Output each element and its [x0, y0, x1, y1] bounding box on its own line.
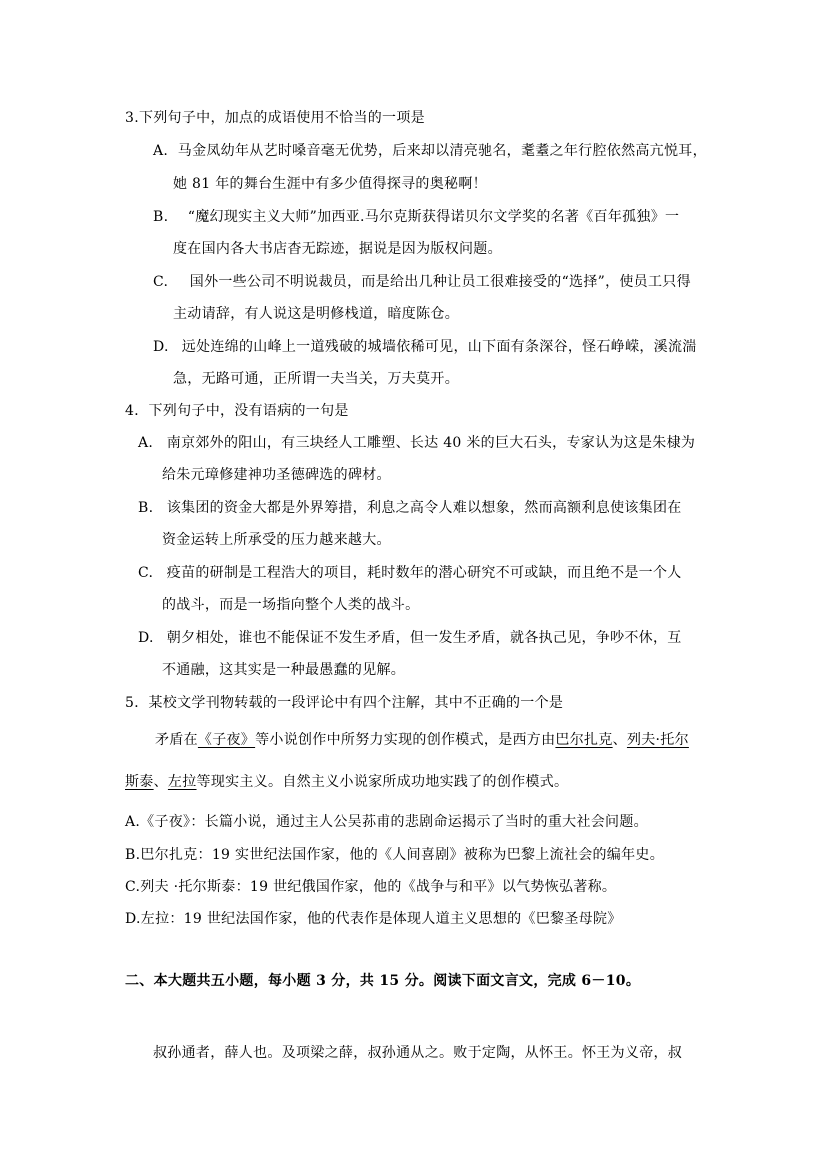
q5-stem: 5．某校文学刊物转载的一段评论中有四个注解，其中不正确的一个是: [125, 695, 564, 711]
option-text: 朝夕相处，谁也不能保证不发生矛盾，但一发生矛盾，就各执己见，争吵不休，互: [166, 630, 682, 646]
q4-option-b-cont: 资金运转上所承受的压力越来越大。: [162, 532, 391, 548]
option-text: 马金凤幼年从艺时嗓音毫无优势，后来却以清亮驰名，耄耋之年行腔依然高亢悦耳，: [177, 143, 707, 159]
q4-option-a: [138, 433, 695, 453]
option-label: C.: [153, 274, 169, 290]
passage-text: 等现实主义。自然主义小说家所成功地实践了的创作模式。: [196, 774, 569, 790]
underlined-name-tolstoy: 列夫·托尔: [626, 732, 689, 748]
option-label: C.: [138, 565, 154, 581]
q4-option-b: [138, 498, 682, 518]
option-text: 疫苗的研制是工程浩大的项目，耗时数年的潜心研究不可或缺，而且绝不是一个人: [166, 565, 682, 581]
q3-option-a: [153, 141, 707, 161]
q3-option-d: [153, 337, 697, 357]
option-label: B.: [138, 500, 154, 516]
q4-option-d-cont: 不通融，这其实是一种最愚蠢的见解。: [162, 662, 406, 678]
q3-option-d-cont: 急，无路可通，正所谓一夫当关，万夫莫开。: [173, 371, 459, 387]
underlined-name-balzac: 巴尔扎克: [555, 732, 613, 748]
q5-option-a: A.《子夜》：长篇小说，通过主人公吴荪甫的悲剧命运揭示了当时的重大社会问题。: [125, 814, 648, 830]
option-label: D.: [153, 339, 169, 355]
q3-option-c: [153, 272, 691, 292]
passage-text: 、: [612, 732, 627, 748]
option-text: 该集团的资金大都是外界筹措，利息之高令人难以想象，然而高额利息使该集团在: [166, 500, 682, 516]
underlined-title-ziye: 《子夜》: [197, 732, 256, 748]
q4-option-c: [138, 563, 682, 583]
option-label: D.: [138, 630, 154, 646]
option-label: A.: [153, 143, 169, 159]
passage-text: 矛盾在: [155, 732, 198, 748]
q3-option-b-cont: 度在国内各大书店杳无踪迹，据说是因为版权问题。: [173, 241, 502, 257]
option-label: B.: [153, 209, 169, 225]
q4-stem: 4．下列句子中，没有语病的一句是: [125, 403, 349, 419]
q5-option-c: C.列夫 ·托尔斯泰：19 世纪俄国作家，他的《战争与和平》以气势恢弘著称。: [125, 879, 617, 895]
passage-text: 等小说创作中所努力实现的创作模式，是西方由: [255, 732, 556, 748]
section2-heading: 二、本大题共五小题，每小题 3 分，共 15 分。阅读下面文言文，完成 6－10。: [125, 973, 641, 989]
option-text: 南京郊外的阳山，有三块经人工雕塑、长达 40 米的巨大石头，专家认为这是朱棣为: [166, 435, 696, 451]
option-text: 国外一些公司不明说裁员，而是给出几种让员工很难接受的“选择”，使员工只得: [189, 274, 691, 290]
option-text: “魔幻现实主义大师”加西亚.马尔克斯获得诺贝尔文学奖的名著《百年孤独》一: [187, 209, 680, 225]
q5-option-b: B.巴尔扎克：19 实世纪法国作家，他的《人间喜剧》被称为巴黎上流社会的编年史。: [125, 847, 665, 863]
passage-text: 、: [153, 774, 168, 790]
underlined-name-tolstoy-cont: 斯泰: [125, 774, 154, 790]
q5-passage-line2: [125, 772, 568, 792]
q4-option-a-cont: 给朱元璋修建神功圣德碑选的碑材。: [162, 467, 391, 483]
q5-option-d: D.左拉：19 世纪法国作家，他的代表作是体现人道主义思想的《巴黎圣母院》: [125, 911, 622, 927]
q5-passage-line1: [155, 730, 689, 750]
option-label: A.: [138, 435, 154, 451]
q3-stem: 3.下列句子中，加点的成语使用不恰当的一项是: [125, 110, 425, 126]
section2-classical-text: 叔孙通者，薛人也。及项梁之薛，叔孙通从之。败于定陶，从怀王。怀王为义帝，叔: [153, 1045, 683, 1061]
option-text: 远处连绵的山峰上一道残破的城墙依稀可见，山下面有条深谷，怪石峥嵘，溪流湍: [181, 339, 697, 355]
q3-option-a-cont: 她 81 年的舞台生涯中有多少值得探寻的奥秘啊！: [173, 176, 487, 192]
q3-option-b: [153, 207, 679, 227]
underlined-name-zola: 左拉: [167, 774, 197, 790]
q3-option-c-cont: 主动请辞，有人说这是明修栈道，暗度陈仓。: [173, 306, 459, 322]
q4-option-c-cont: 的战斗，而是一场指向整个人类的战斗。: [162, 597, 420, 613]
q4-option-d: [138, 628, 682, 648]
